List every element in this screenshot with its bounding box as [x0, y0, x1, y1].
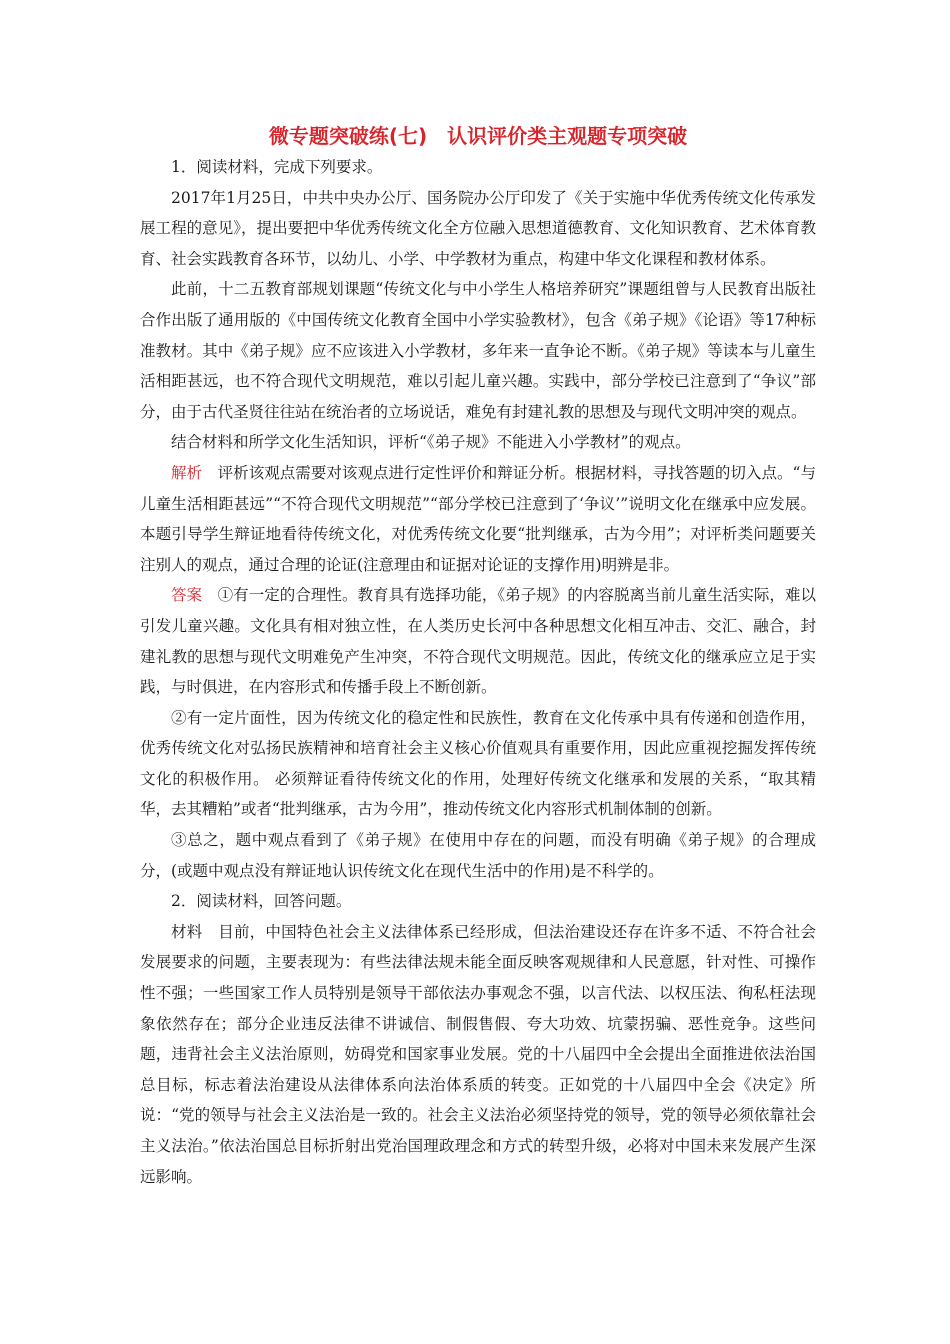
question-1-task: 结合材料和所学文化生活知识，评析“《弟子规》不能进入小学教材”的观点。 — [171, 433, 691, 452]
page-title: 微专题突破练(七) 认识评价类主观题专项突破 — [268, 124, 688, 148]
answer-point-2: ②有一定片面性，因为传统文化的稳定性和民族性，教育在文化传承中具有传递和创造作用，优秀传统文化对弘扬民族精神和培育社会主义核心价值观具有重要作用，因此应重视挖掘发挥传统文化的积极作用。 必须辩证看待传统文化的作用，处理好传统文化继承和发展的关系，“取其精华，去其糟粕”或者“批判继承，古为今用”，推动传统文化内容形式机制体制的创新。 — [140, 708, 816, 819]
analysis-text: 评析该观点需要对该观点进行定性评价和辩证分析。根据材料，寻找答题的切入点。“与儿童生活相距甚远”“不符合现代文明规范”“部分学校已注意到了‘争议’”说明文化在继承中应发展。本题引导学生辩证地看待传统文化，对优秀传统文化要“批判继承，古为今用”；对评析类问题要关注别人的观点，通过合理的论证(注意理由和证据对论证的支撑作用)明辨是非。 — [140, 463, 816, 574]
answer-point-3: ③总之，题中观点看到了《弟子规》在使用中存在的问题，而没有明确《弟子规》的合理成分，(或题中观点没有辩证地认识传统文化在现代生活中的作用)是不科学的。 — [140, 831, 816, 880]
question-1-material-paragraph-1: 2017年1月25日，中共中央办公厅、国务院办公厅印发了《关于实施中华优秀传统文化传承发展工程的意见》，提出要把中华优秀传统文化全方位融入思想道德教育、文化知识教育、艺术体育教育、社会实践教育各环节，以幼儿、小学、中学教材为重点，构建中华文化课程和教材体系。 — [140, 188, 816, 268]
question-2-material: 材料 目前，中国特色社会主义法律体系已经形成，但法治建设还存在许多不适、不符合社会发展要求的问题，主要表现为：有些法律法规未能全面反映客观规律和人民意愿，针对性、可操作性不强；一些国家工作人员特别是领导干部依法办事观念不强，以言代法、以权压法、徇私枉法现象依然存在；部分企业违反法律不讲诚信、制假售假、夸大功效、坑蒙拐骗、恶性竞争。这些问题，违背社会主义法治原则，妨碍党和国家事业发展。党的十八届四中全会提出全面推进依法治国总目标，标志着法治建设从法律体系向法治体系质的转变。正如党的十八届四中全会《决定》所说：“党的领导与社会主义法治是一致的。社会主义法治必须坚持党的领导，党的领导必须依靠社会主义法治。”依法治国总目标折射出党治国理政理念和方式的转型升级，必将对中国未来发展产生深远影响。 — [140, 922, 816, 1186]
question-1-material-paragraph-2: 此前，十二五教育部规划课题“传统文化与中小学生人格培养研究”课题组曾与人民教育出版社合作出版了通用版的《中国传统文化教育全国中小学实验教材》，包含《弟子规》《论语》等17种标准教材。其中《弟子规》应不应该进入小学教材，多年来一直争论不断。《弟子规》等读本与儿童生活相距甚远，也不符合现代文明规范，难以引起儿童兴趣。实践中，部分学校已注意到了“争议”部分，由于古代圣贤往往站在统治者的立场说话，难免有封建礼教的思想及与现代文明冲突的观点。 — [140, 280, 816, 421]
document-content — [140, 120, 816, 1192]
question-2-prompt: 2．阅读材料，回答问题。 — [171, 892, 352, 911]
question-1-analysis — [140, 458, 816, 580]
question-1-answer — [140, 580, 816, 702]
answer-point-1: ①有一定的合理性。教育具有选择功能，《弟子规》的内容脱离当前儿童生活实际，难以引发儿童兴趣。文化具有相对独立性，在人类历史长河中各种思想文化相互冲击、交汇、融合，封建礼教的思想与现代文明难免产生冲突，不符合现代文明规范。因此，传统文化的继承应立足于实践，与时俱进，在内容形式和传播手段上不断创新。 — [140, 586, 816, 697]
analysis-label: 解析 — [171, 463, 203, 482]
question-1-prompt: 1．阅读材料，完成下列要求。 — [171, 158, 383, 176]
answer-label: 答案 — [171, 586, 203, 605]
